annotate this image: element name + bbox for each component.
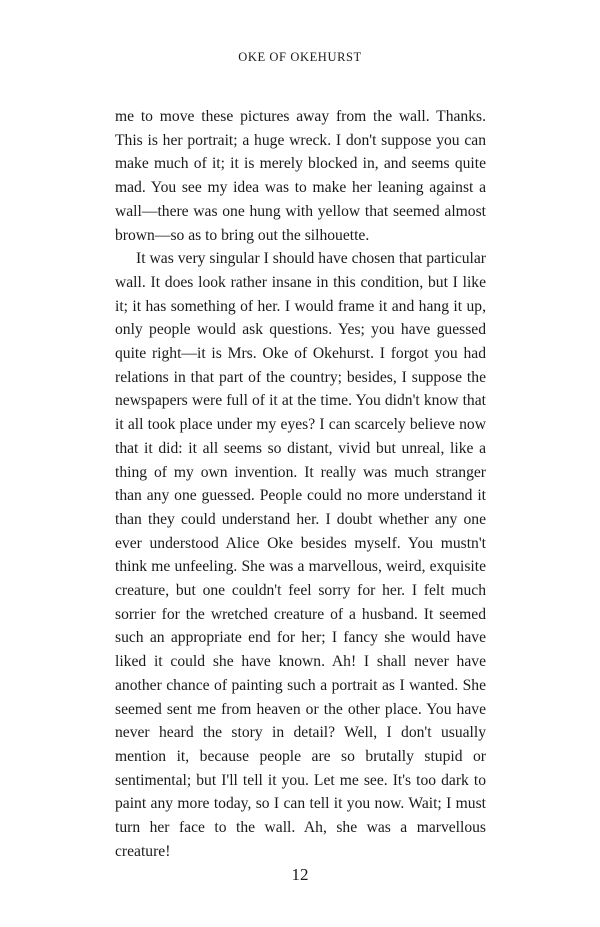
paragraph-continued: me to move these pictures away from the wall. Thanks. This is her portrait; a huge wreck. I don't suppose you can make much of it; it is merely blocked in, and seems quite mad. You see my idea was to make her leaning against a wall—there was one hung with yellow that seemed almost brown—so as to bring out the silhouette. — [115, 108, 486, 244]
body-text — [115, 105, 486, 864]
running-head: OKE OF OKEHURST — [238, 50, 362, 64]
page-number: 12 — [291, 865, 309, 884]
paragraph: It was very singular I should have chosen that particular wall. It does look rather insane in this condition, but I like it; it has something of her. I would frame it and hang it up, only people would ask questions. Yes; you have guessed quite right—it is Mrs. Oke of Okehurst. I forgot you had relations in that part of the country; besides, I suppose the newspapers were full of it at the time. You didn't know that it all took place under my eyes? I can scarcely believe now that it did: it all seems so distant, vivid but unreal, like a thing of my own invention. It really was much stranger than any one guessed. People could no more understand it than they could understand her. I doubt whether any one ever understood Alice Oke besides myself. You mustn't think me unfeeling. She was a marvellous, weird, exquisite creature, but one couldn't feel sorry for her. I felt much sorrier for the wretched creature of a husband. It seemed such an appropriate end for her; I fancy she would have liked it could she have known. Ah! I shall never have another chance of painting such a portrait as I wanted. She seemed sent me from heaven or the other place. You have never heard the story in detail? Well, I don't usually mention it, because people are so brutally stupid or sentimental; but I'll tell it you. Let me see. It's too dark to paint any more today, so I can tell it you now. Wait; I must turn her face to the wall. Ah, she was a marvellous creature! — [115, 250, 486, 860]
